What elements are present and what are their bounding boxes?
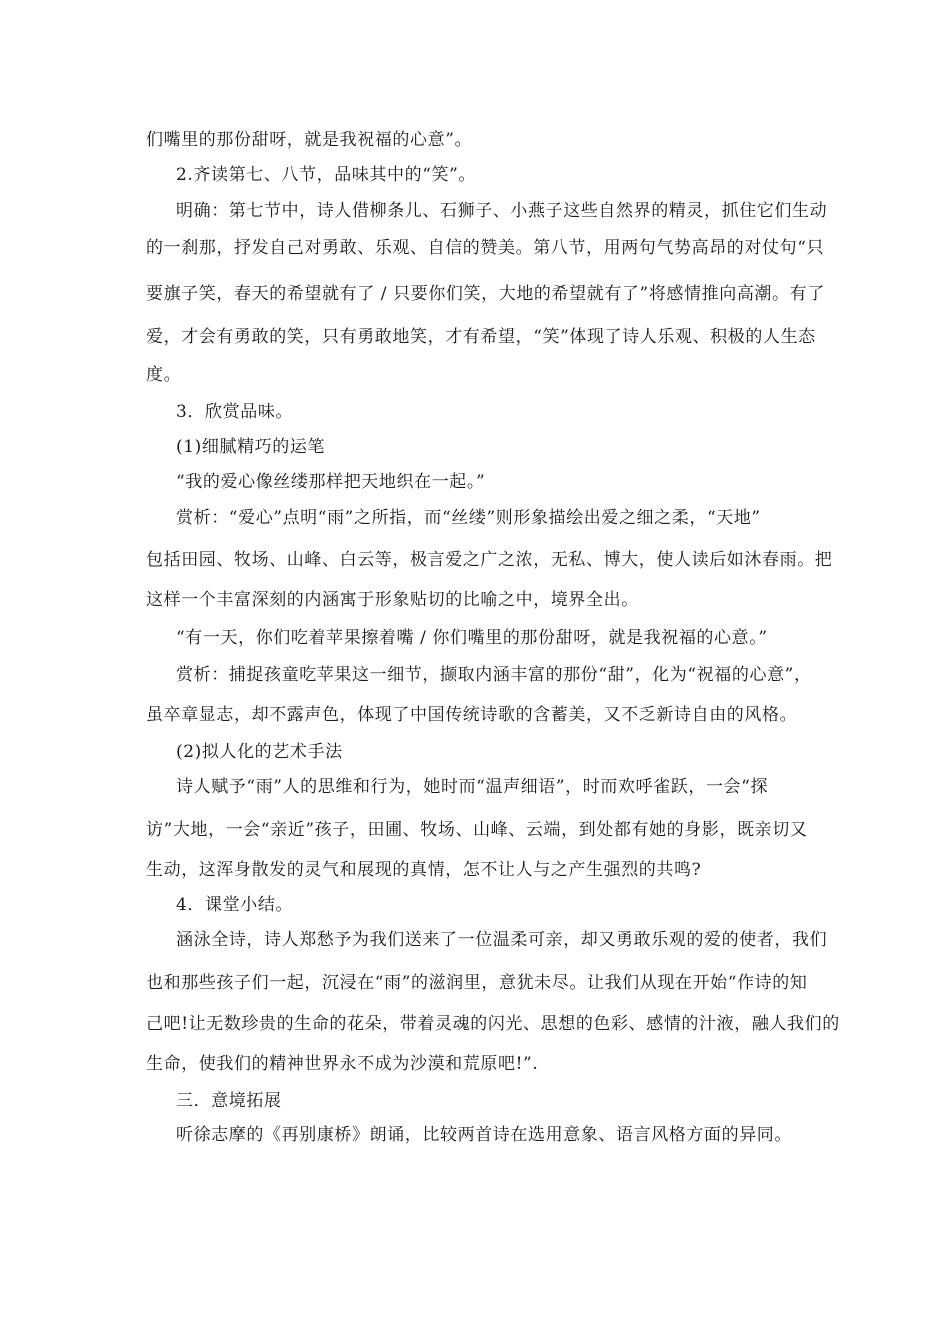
text-line: 度。 [146,365,182,385]
text-line: 己吧!让无数珍贵的生命的花朵，带着灵魂的闪光、思想的色彩、感情的汁液，融人我们的 [146,1014,840,1034]
text-line: 诗人赋予“雨”人的思维和行为，她时而“温声细语”，时而欢呼雀跃，一会“探 [176,777,769,797]
text-line: “有一天，你们吃着苹果擦着嘴 / 你们嘴里的那份甜呀，就是我祝福的心意。” [176,628,768,648]
text-line: 们嘴里的那份甜呀，就是我祝福的心意”。 [146,130,473,150]
text-line: 赏析：捕捉孩童吃苹果这一细节，撷取内涵丰富的那份“甜”，化为“祝福的心意”， [176,665,812,685]
text-line: 3．欣赏品味。 [176,402,294,422]
text-line: 的一刹那，抒发自己对勇敢、乐观、自信的赞美。第八节，用两句气势高昂的对仗句“只 [146,238,825,258]
text-line: 涵泳全诗，诗人郑愁予为我们送来了一位温柔可亲，却又勇敢乐观的爱的使者，我们 [176,930,828,950]
text-line: “我的爱心像丝缕那样把天地织在一起。” [176,472,486,492]
text-line: 4．课堂小结。 [176,895,294,915]
text-line: 2.齐读第七、八节，品味其中的“笑”。 [176,165,477,185]
text-line: 生命，使我们的精神世界永不成为沙漠和荒原吧!”. [146,1054,539,1074]
text-line: 赏析：“爱心”点明“雨”之所指，而“丝缕”则形象描绘出爱之细之柔，“天地” [176,508,761,528]
text-line: 要旗子笑，春天的希望就有了 / 只要你们笑，大地的希望就有了”将感情推向高潮。有了 [146,284,825,304]
text-line: 这样一个丰富深刻的内涵寓于形象贴切的比喻之中，境界全出。 [146,590,639,610]
text-line: 虽卒章显志，却不露声色，体现了中国传统诗歌的含蓄美，又不乏新诗自由的风格。 [146,705,798,725]
text-line: 明确：第七节中，诗人借柳条儿、石狮子、小燕子这些自然界的精灵，抓住它们生动 [176,201,828,221]
text-line: 爱，才会有勇敢的笑，只有勇敢地笑，才有希望，“笑”体现了诗人乐观、积极的人生态 [146,327,816,347]
text-line: 访”大地，一会“亲近”孩子，田圃、牧场、山峰、云端，到处都有她的身影，既亲切又 [146,820,808,840]
text-line: 生动，这浑身散发的灵气和展现的真情，怎不让人与之产生强烈的共鸣? [146,860,702,880]
text-line: 三．意境拓展 [176,1091,282,1111]
text-line: 也和那些孩子们一起，沉浸在“雨”的滋润里，意犹未尽。让我们从现在开始“作诗的知 [146,973,808,993]
text-line: (2)拟人化的艺术手法 [176,742,343,762]
text-line: (1)细腻精巧的运笔 [176,437,326,457]
text-line: 包括田园、牧场、山峰、白云等，极言爱之广之浓，无私、博大，使人读后如沐春雨。把 [146,550,833,570]
text-line: 听徐志摩的《再别康桥》朗诵，比较两首诗在选用意象、语言风格方面的异同。 [176,1125,792,1145]
